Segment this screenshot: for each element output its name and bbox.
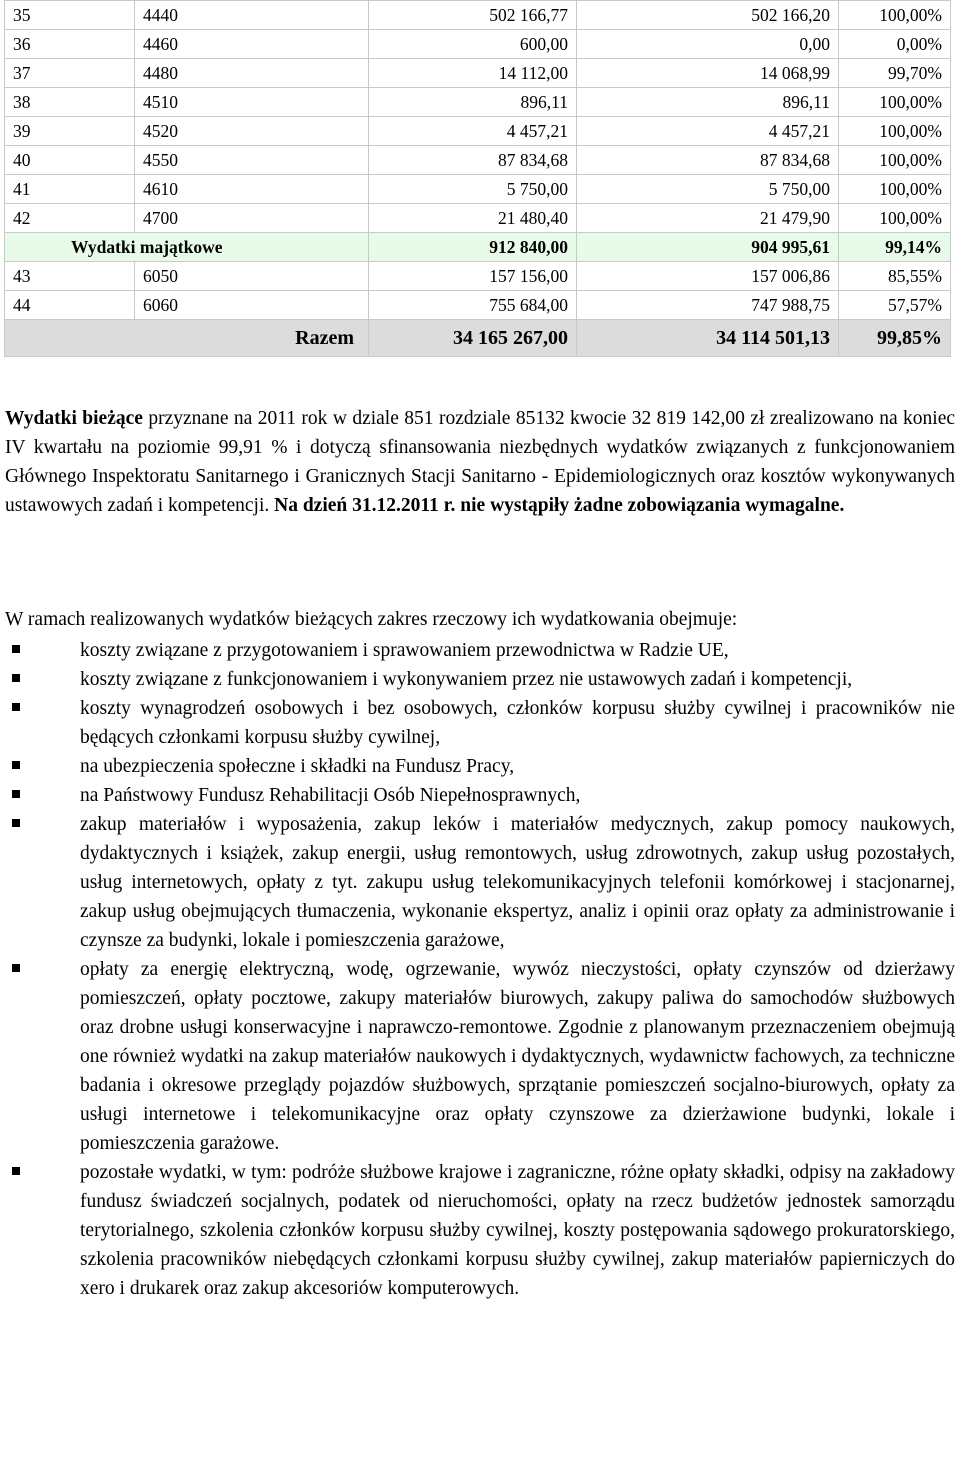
list-item <box>5 636 955 665</box>
list-item-text: na Państwowy Fundusz Rehabilitacji Osób Niepełnosprawnych, <box>80 785 581 806</box>
total-label: Razem <box>5 320 369 357</box>
plan-amount: 502 166,77 <box>369 1 577 30</box>
total-executed-amount: 34 114 501,13 <box>577 320 839 357</box>
paragraph-code: 4700 <box>135 204 369 233</box>
square-bullet-icon <box>12 964 20 972</box>
list-item <box>5 694 955 752</box>
table-row <box>5 146 951 175</box>
row-number: 39 <box>5 117 135 146</box>
square-bullet-icon <box>12 819 20 827</box>
table-row <box>5 30 951 59</box>
plan-amount: 896,11 <box>369 88 577 117</box>
paragraph-tail-bold: Na dzień 31.12.2011 r. nie wystąpiły żadne zobowiązania wymagalne. <box>274 495 845 516</box>
execution-percent: 100,00% <box>839 88 951 117</box>
paragraph-code: 4550 <box>135 146 369 175</box>
section-row-capital-expenditure <box>5 233 951 262</box>
square-bullet-icon <box>12 645 20 653</box>
list-item <box>5 955 955 1158</box>
paragraph-lead-bold: Wydatki bieżące <box>5 408 143 429</box>
table-row <box>5 291 951 320</box>
execution-percent: 100,00% <box>839 146 951 175</box>
row-number: 36 <box>5 30 135 59</box>
row-number: 35 <box>5 1 135 30</box>
row-number: 44 <box>5 291 135 320</box>
scope-intro-paragraph: W ramach realizowanych wydatków bieżących zakres rzeczowy ich wydatkowania obejmuje: <box>5 609 738 630</box>
list-item-text: zakup materiałów i wyposażenia, zakup leków i materiałów medycznych, zakup pomocy naukowych, dydaktycznych i książek, zakup energii, usług remontowych, usług zdrowotnych, zakup usług pozostałych, usług internetowych, opłaty z tyt. zakupu usług telekomunikacyjnych telefonii komórkowej i stacjonarnej, zakup usług obejmujących tłumaczenia, wykonanie ekspertyz, analiz i opinii oraz opłaty za administrowanie i czynsze za budynki, lokale i pomieszczenia garażowe, <box>80 814 955 951</box>
square-bullet-icon <box>12 674 20 682</box>
list-item-text: opłaty za energię elektryczną, wodę, ogrzewanie, wywóz nieczystości, opłaty czynszów od dzierżawy pomieszczeń, opłaty pocztowe, zakupy materiałów biurowych, zakupy paliwa do samochodów służbowych oraz drobne usługi konserwacyjne i naprawczo-remontowe. Zgodnie z planowanym przeznaczeniem obejmują one również wydatki na zakup materiałów naukowych i dydaktycznych, wydawnictw fachowych, za techniczne badania i okresowe przeglądy pojazdów służbowych, sprzątanie pomieszczeń socjalno-biurowych, opłaty za usługi internetowe i telekomunikacyjne oraz opłaty czynszowe za dzierżawione budynki, lokale i pomieszczenia garażowe. <box>80 959 955 1154</box>
list-item <box>5 665 955 694</box>
list-item-text: pozostałe wydatki, w tym: podróże służbowe krajowe i zagraniczne, różne opłaty składki, odpisy na zakładowy fundusz świadczeń socjalnych, podatek od nieruchomości, opłaty na rzecz budżetów jednostek samorządu terytorialnego, szkolenia członków korpusu służby cywilnej, koszty postępowania sądowego prokuratorskiego, szkolenia pracowników niebędących członkami korpusu służby cywilnej, zakup materiałów papierniczych do xero i drukarek oraz zakup akcesoriów komputerowych. <box>80 1162 955 1299</box>
list-item-text: koszty wynagrodzeń osobowych i bez osobowych, członków korpusu służby cywilnej i pracowników nie będących członkami korpusu służby cywilnej, <box>80 698 955 748</box>
square-bullet-icon <box>12 1167 20 1175</box>
executed-amount: 87 834,68 <box>577 146 839 175</box>
executed-amount: 5 750,00 <box>577 175 839 204</box>
plan-amount: 5 750,00 <box>369 175 577 204</box>
table-row <box>5 88 951 117</box>
paragraph-code: 4480 <box>135 59 369 88</box>
plan-amount: 14 112,00 <box>369 59 577 88</box>
plan-amount: 4 457,21 <box>369 117 577 146</box>
execution-percent: 100,00% <box>839 204 951 233</box>
executed-amount: 14 068,99 <box>577 59 839 88</box>
section-plan-amount: 912 840,00 <box>369 233 577 262</box>
execution-percent: 57,57% <box>839 291 951 320</box>
paragraph-code: 4440 <box>135 1 369 30</box>
table-row <box>5 117 951 146</box>
plan-amount: 87 834,68 <box>369 146 577 175</box>
list-item-text: koszty związane z funkcjonowaniem i wykonywaniem przez nie ustawowych zadań i kompetencji, <box>80 669 853 690</box>
execution-percent: 85,55% <box>839 262 951 291</box>
list-item <box>5 1158 955 1303</box>
budget-table <box>4 0 951 357</box>
table-row <box>5 204 951 233</box>
executed-amount: 747 988,75 <box>577 291 839 320</box>
list-item-text: na ubezpieczenia społeczne i składki na Fundusz Pracy, <box>80 756 515 777</box>
table-row <box>5 175 951 204</box>
executed-amount: 4 457,21 <box>577 117 839 146</box>
square-bullet-icon <box>12 761 20 769</box>
total-row <box>5 320 951 357</box>
executed-amount: 0,00 <box>577 30 839 59</box>
execution-percent: 99,70% <box>839 59 951 88</box>
row-number: 38 <box>5 88 135 117</box>
list-item <box>5 752 955 781</box>
executed-amount: 502 166,20 <box>577 1 839 30</box>
paragraph-code: 4520 <box>135 117 369 146</box>
square-bullet-icon <box>12 703 20 711</box>
paragraph-code: 4510 <box>135 88 369 117</box>
list-item <box>5 781 955 810</box>
list-item <box>5 810 955 955</box>
table-row <box>5 59 951 88</box>
total-execution-percent: 99,85% <box>839 320 951 357</box>
execution-percent: 0,00% <box>839 30 951 59</box>
row-number: 42 <box>5 204 135 233</box>
executed-amount: 21 479,90 <box>577 204 839 233</box>
execution-percent: 100,00% <box>839 1 951 30</box>
execution-percent: 100,00% <box>839 117 951 146</box>
plan-amount: 755 684,00 <box>369 291 577 320</box>
table-row <box>5 1 951 30</box>
expenditure-scope-list <box>5 636 955 1303</box>
execution-percent: 100,00% <box>839 175 951 204</box>
plan-amount: 600,00 <box>369 30 577 59</box>
plan-amount: 21 480,40 <box>369 204 577 233</box>
square-bullet-icon <box>12 790 20 798</box>
paragraph-code: 4460 <box>135 30 369 59</box>
executed-amount: 157 006,86 <box>577 262 839 291</box>
plan-amount: 157 156,00 <box>369 262 577 291</box>
table-row <box>5 262 951 291</box>
total-plan-amount: 34 165 267,00 <box>369 320 577 357</box>
list-item-text: koszty związane z przygotowaniem i sprawowaniem przewodnictwa w Radzie UE, <box>80 640 729 661</box>
paragraph-code: 6050 <box>135 262 369 291</box>
current-expenditure-paragraph <box>5 404 955 520</box>
row-number: 41 <box>5 175 135 204</box>
paragraph-body: przyznane na 2011 rok w dziale 851 rozdziale 85132 kwocie 32 819 142,00 zł zrealizowano na koniec IV kwartału na poziomie 99,91 % i dotyczą sfinansowania niezbędnych wydatków związanych z funkcjonowaniem Głównego Inspektoratu Sanitarnego i Granicznych Stacji Sanitarno - Epidemiologicznych oraz kosztów wykonywanych ustawowych zadań i kompetencji. <box>5 408 955 516</box>
section-label: Wydatki majątkowe <box>5 233 369 262</box>
paragraph-code: 6060 <box>135 291 369 320</box>
row-number: 37 <box>5 59 135 88</box>
paragraph-code: 4610 <box>135 175 369 204</box>
executed-amount: 896,11 <box>577 88 839 117</box>
section-execution-percent: 99,14% <box>839 233 951 262</box>
row-number: 40 <box>5 146 135 175</box>
section-executed-amount: 904 995,61 <box>577 233 839 262</box>
row-number: 43 <box>5 262 135 291</box>
